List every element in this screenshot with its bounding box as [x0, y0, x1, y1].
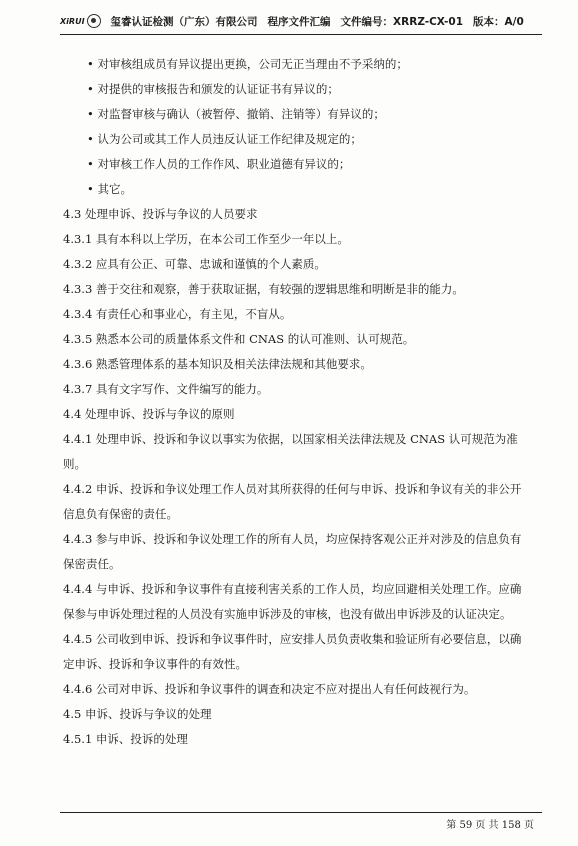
company-logo: [60, 14, 101, 28]
bullet-item: • 对提供的审核报告和颁发的认证证书有异议的；: [87, 82, 339, 96]
page-number: 第 59 页 共 158 页: [446, 820, 534, 831]
clause-4-4-6: 4.4.6 公司对申诉、投诉和争议事件的调查和决定不应对提出人有任何歧视行为。: [63, 682, 476, 696]
clause-4-3-7: 4.3.7 具有文字写作、文件编写的能力。: [63, 382, 269, 396]
clause-4-3-1: 4.3.1 具有本科以上学历，在本公司工作至少一年以上。: [63, 232, 349, 246]
clause-4-3-3: 4.3.3 善于交往和观察，善于获取证据，有较强的逻辑思维和明断是非的能力。: [63, 282, 464, 296]
clause-4-3-4: 4.3.4 有责任心和事业心，有主见，不盲从。: [63, 307, 292, 321]
clause-4-4-2: 4.4.2 申诉、投诉和争议处理工作人员对其所获得的任何与申诉、投诉和争议有关的非公开信息负有保密的责任。: [63, 482, 522, 521]
doc-version: 版本：A/0: [473, 15, 524, 28]
section-heading-4-3: 4.3 处理申诉、投诉与争议的人员要求: [63, 207, 258, 221]
header-divider: [60, 34, 542, 35]
doc-type: 程序文件汇编: [267, 15, 331, 28]
bullet-item: • 其它。: [87, 182, 132, 196]
clause-4-4-5: 4.4.5 公司收到申诉、投诉和争议事件时，应安排人员负责收集和验证所有必要信息，以确定申诉、投诉和争议事件的有效性。: [63, 632, 522, 671]
clause-4-3-2: 4.3.2 应具有公正、可靠、忠诚和谨慎的个人素质。: [63, 257, 326, 271]
section-heading-4-4: 4.4 处理申诉、投诉与争议的原则: [63, 407, 235, 421]
doc-number: 文件编号：XRRZ-CX-01: [340, 15, 464, 28]
bullet-item: • 对审核组成员有异议提出更换，公司无正当理由不予采纳的；: [87, 57, 408, 71]
clause-4-3-5: 4.3.5 熟悉本公司的质量体系文件和 CNAS 的认可准则、认可规范。: [63, 332, 415, 346]
clause-4-4-4: 4.4.4 与申诉、投诉和争议事件有直接利害关系的工作人员，均应回避相关处理工作。应确保参与申诉处理过程的人员没有实施申诉涉及的审核，也没有做出申诉涉及的认证决定。: [63, 582, 522, 621]
document-body: [63, 52, 531, 752]
logo-mark-icon: [87, 14, 101, 28]
footer-divider: [60, 812, 542, 813]
clause-4-4-1: 4.4.1 处理申诉、投诉和争议以事实为依据，以国家相关法律法规及 CNAS 认可规范为准则。: [63, 432, 518, 471]
page-header: [60, 8, 540, 34]
bullet-item: • 对监督审核与确认（被暂停、撤销、注销等）有异议的；: [87, 107, 385, 121]
company-name: 玺睿认证检测（广东）有限公司: [110, 15, 258, 28]
clause-4-4-3: 4.4.3 参与申诉、投诉和争议处理工作的所有人员，均应保持客观公正并对涉及的信息负有保密责任。: [63, 532, 522, 571]
subsection-heading-4-5-1: 4.5.1 申诉、投诉的处理: [63, 732, 188, 746]
bullet-item: • 对审核工作人员的工作作风、职业道德有异议的；: [87, 157, 351, 171]
bullet-item: • 认为公司或其工作人员违反认证工作纪律及规定的；: [87, 132, 362, 146]
clause-4-3-6: 4.3.6 熟悉管理体系的基本知识及相关法律法规和其他要求。: [63, 357, 372, 371]
section-heading-4-5: 4.5 申诉、投诉与争议的处理: [63, 707, 212, 721]
logo-text: XiRUI: [60, 16, 85, 26]
